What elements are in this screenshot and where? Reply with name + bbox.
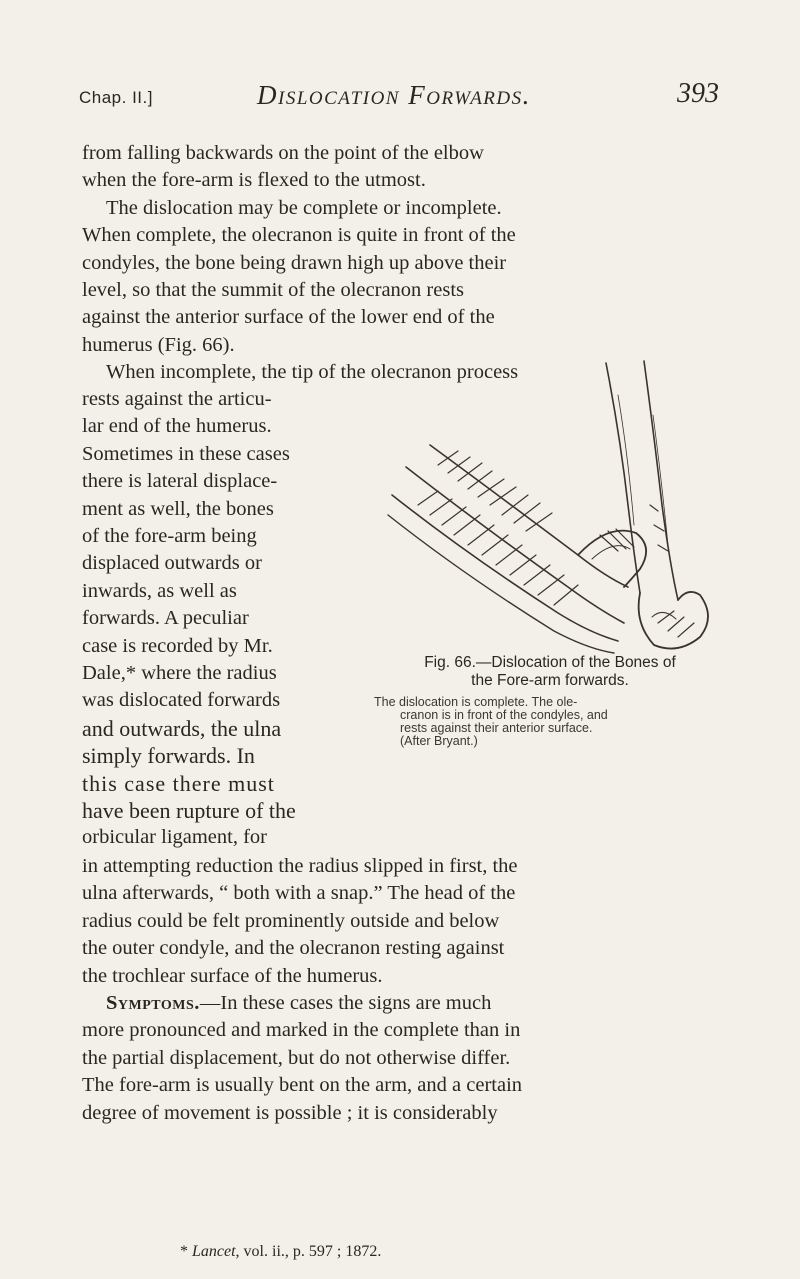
elbow-dislocation-drawing [378, 355, 722, 660]
text-line: forwards. A peculiar [82, 607, 249, 629]
text-line: When incomplete, the tip of the olecranon process [106, 361, 519, 383]
text-line: displaced outwards or [82, 552, 262, 574]
page-number: 393 [677, 78, 719, 109]
footnote [180, 1243, 381, 1261]
text-line: degree of movement is possible ; it is considerably [82, 1102, 498, 1124]
text-line: when the fore-arm is flexed to the utmost. [82, 169, 426, 191]
running-header [79, 76, 719, 116]
symptoms-heading: Symptoms. [106, 992, 200, 1014]
symptoms-paragraph-first-line [106, 990, 491, 1017]
text-line: in attempting reduction the radius slipped in first, the [82, 855, 518, 877]
text-line: orbicular ligament, for [82, 826, 268, 848]
text-line: the partial displacement, but do not otherwise differ. [82, 1047, 511, 1069]
text-line: level, so that the summit of the olecranon rests [82, 279, 465, 301]
text-line: inwards, as well as [82, 580, 237, 602]
text-line: and outwards, the ulna [82, 716, 282, 741]
text-line: rests against the articu- [82, 388, 272, 410]
section-title: Dislocation Forwards. [257, 80, 531, 110]
text-line: radius could be felt prominently outside and below [82, 910, 500, 932]
text-line: from falling backwards on the point of the elbow [82, 142, 484, 164]
text-line: against the anterior surface of the lower end of the [82, 306, 495, 328]
text-line: case is recorded by Mr. [82, 635, 273, 657]
text-line: was dislocated forwards [82, 689, 281, 711]
text-line: simply forwards. In [82, 743, 255, 768]
text-line: The fore-arm is usually bent on the arm, and a certain [82, 1074, 523, 1096]
text-line: more pronounced and marked in the complete than in [82, 1019, 521, 1041]
text-line: have been rupture of the [82, 798, 296, 823]
text-line: condyles, the bone being drawn high up above their [82, 252, 507, 274]
text-line: When complete, the olecranon is quite in front of the [82, 224, 516, 246]
text-line: Dale,* where the radius [82, 662, 277, 684]
text-line: the trochlear surface of the humerus. [82, 965, 383, 987]
figure-66-caption [374, 654, 726, 748]
text-line: Sometimes in these cases [82, 443, 290, 465]
footnote-source: Lancet, [192, 1243, 240, 1260]
chapter-label: Chap. II.] [79, 88, 153, 107]
caption-line: cranon is in front of the condyles, and [400, 708, 608, 722]
figure-66-illustration [378, 355, 722, 660]
text-line: ulna afterwards, “ both with a snap.” The head of the [82, 882, 516, 904]
caption-line: (After Bryant.) [400, 734, 478, 748]
text-line: of the fore-arm being [82, 525, 257, 547]
caption-line: The dislocation is complete. The ole- [374, 695, 578, 709]
figure-caption-body [374, 696, 726, 748]
text-line: there is lateral displace- [82, 470, 278, 492]
text-span: —In these cases the signs are much [199, 992, 492, 1014]
footnote-marker: * [180, 1243, 188, 1260]
figure-caption-title-line: Fig. 66.—Dislocation of the Bones of [424, 654, 676, 671]
text-line: lar end of the humerus. [82, 415, 272, 437]
figure-caption-title-line: the Fore-arm forwards. [471, 672, 629, 689]
caption-line: rests against their anterior surface. [400, 721, 593, 735]
text-line: the outer condyle, and the olecranon resting against [82, 937, 505, 959]
text-line: The dislocation may be complete or incomplete. [106, 197, 502, 219]
text-line: humerus (Fig. 66). [82, 334, 235, 356]
text-line: ment as well, the bones [82, 498, 274, 520]
footnote-detail: vol. ii., p. 597 ; 1872. [243, 1243, 382, 1260]
text-line: this case there must [82, 771, 275, 796]
